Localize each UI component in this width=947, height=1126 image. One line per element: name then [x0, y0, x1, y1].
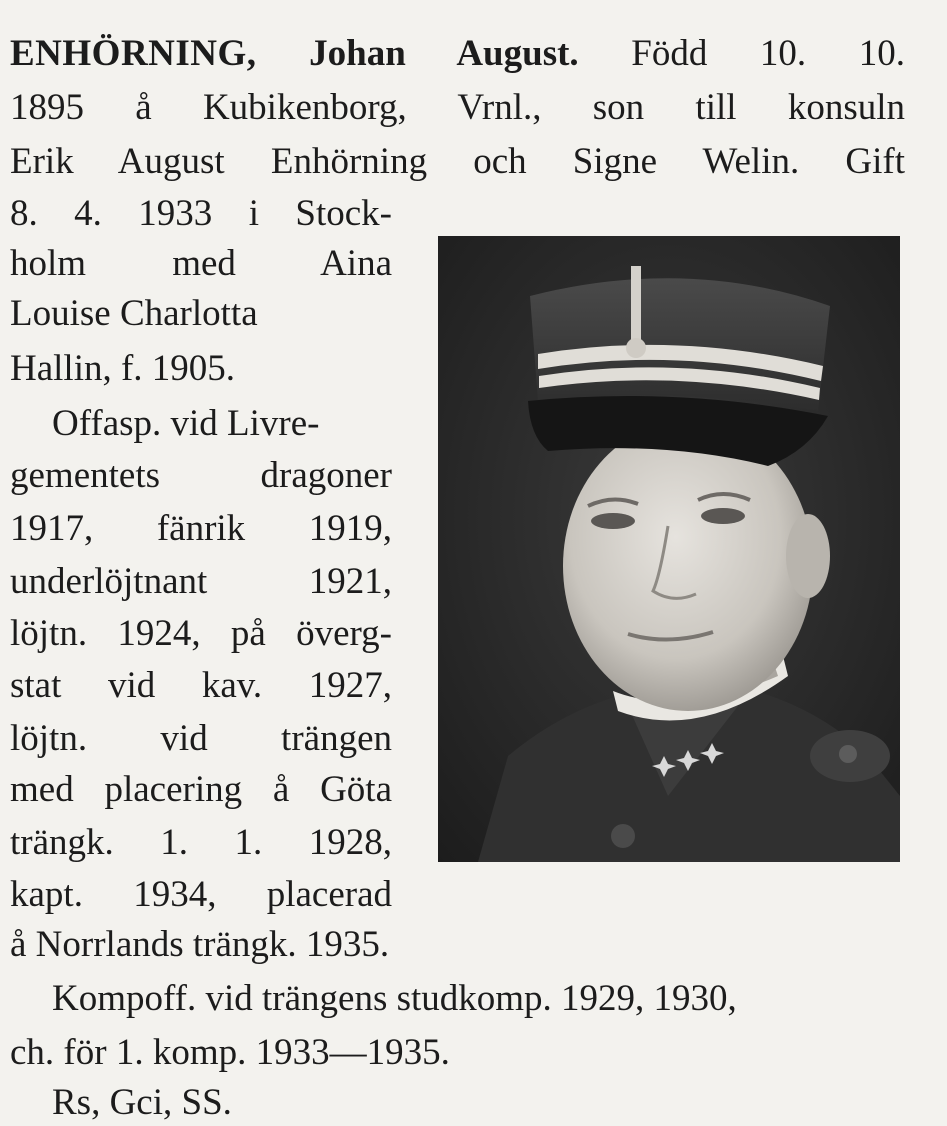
portrait-image [438, 236, 900, 862]
entry-line-4: 8. 4. 1933 i Stock- [10, 193, 392, 234]
entry-line-9: gementets dragoner [10, 455, 392, 496]
entry-line-3: Erik August Enhörning och Signe Welin. Gift [10, 141, 905, 182]
entry-line-18: å Norrlands trängk. 1935. [10, 924, 390, 965]
entry-line-6: Louise Charlotta [10, 293, 258, 334]
entry-line-5: holm med Aina [10, 243, 392, 284]
entry-line-11: underlöjtnant 1921, [10, 561, 392, 602]
portrait-photo [438, 236, 900, 862]
entry-line-19: Kompoff. vid trängens studkomp. 1929, 1930, [52, 978, 737, 1019]
entry-given-names: Johan August. [309, 33, 579, 74]
entry-line-14: löjtn. vid trängen [10, 718, 392, 759]
entry-line-20: ch. för 1. komp. 1933—1935. [10, 1032, 450, 1073]
entry-line-1 [10, 35, 905, 72]
entry-line-2: 1895 å Kubikenborg, Vrnl., son till konsuln [10, 87, 905, 128]
entry-line-8: Offasp. vid Livre- [52, 403, 320, 444]
entry-line-10: 1917, fänrik 1919, [10, 508, 392, 549]
entry-surname: ENHÖRNING, [10, 33, 257, 74]
entry-line-17: kapt. 1934, placerad [10, 874, 392, 915]
entry-line-7: Hallin, f. 1905. [10, 348, 236, 389]
entry-line-16: trängk. 1. 1. 1928, [10, 822, 392, 863]
entry-birth-date: Född 10. 10. [631, 33, 905, 74]
entry-line-12: löjtn. 1924, på överg- [10, 613, 392, 654]
entry-line-21: Rs, Gci, SS. [52, 1082, 232, 1123]
entry-line-13: stat vid kav. 1927, [10, 665, 392, 706]
entry-line-15: med placering å Göta [10, 769, 392, 810]
